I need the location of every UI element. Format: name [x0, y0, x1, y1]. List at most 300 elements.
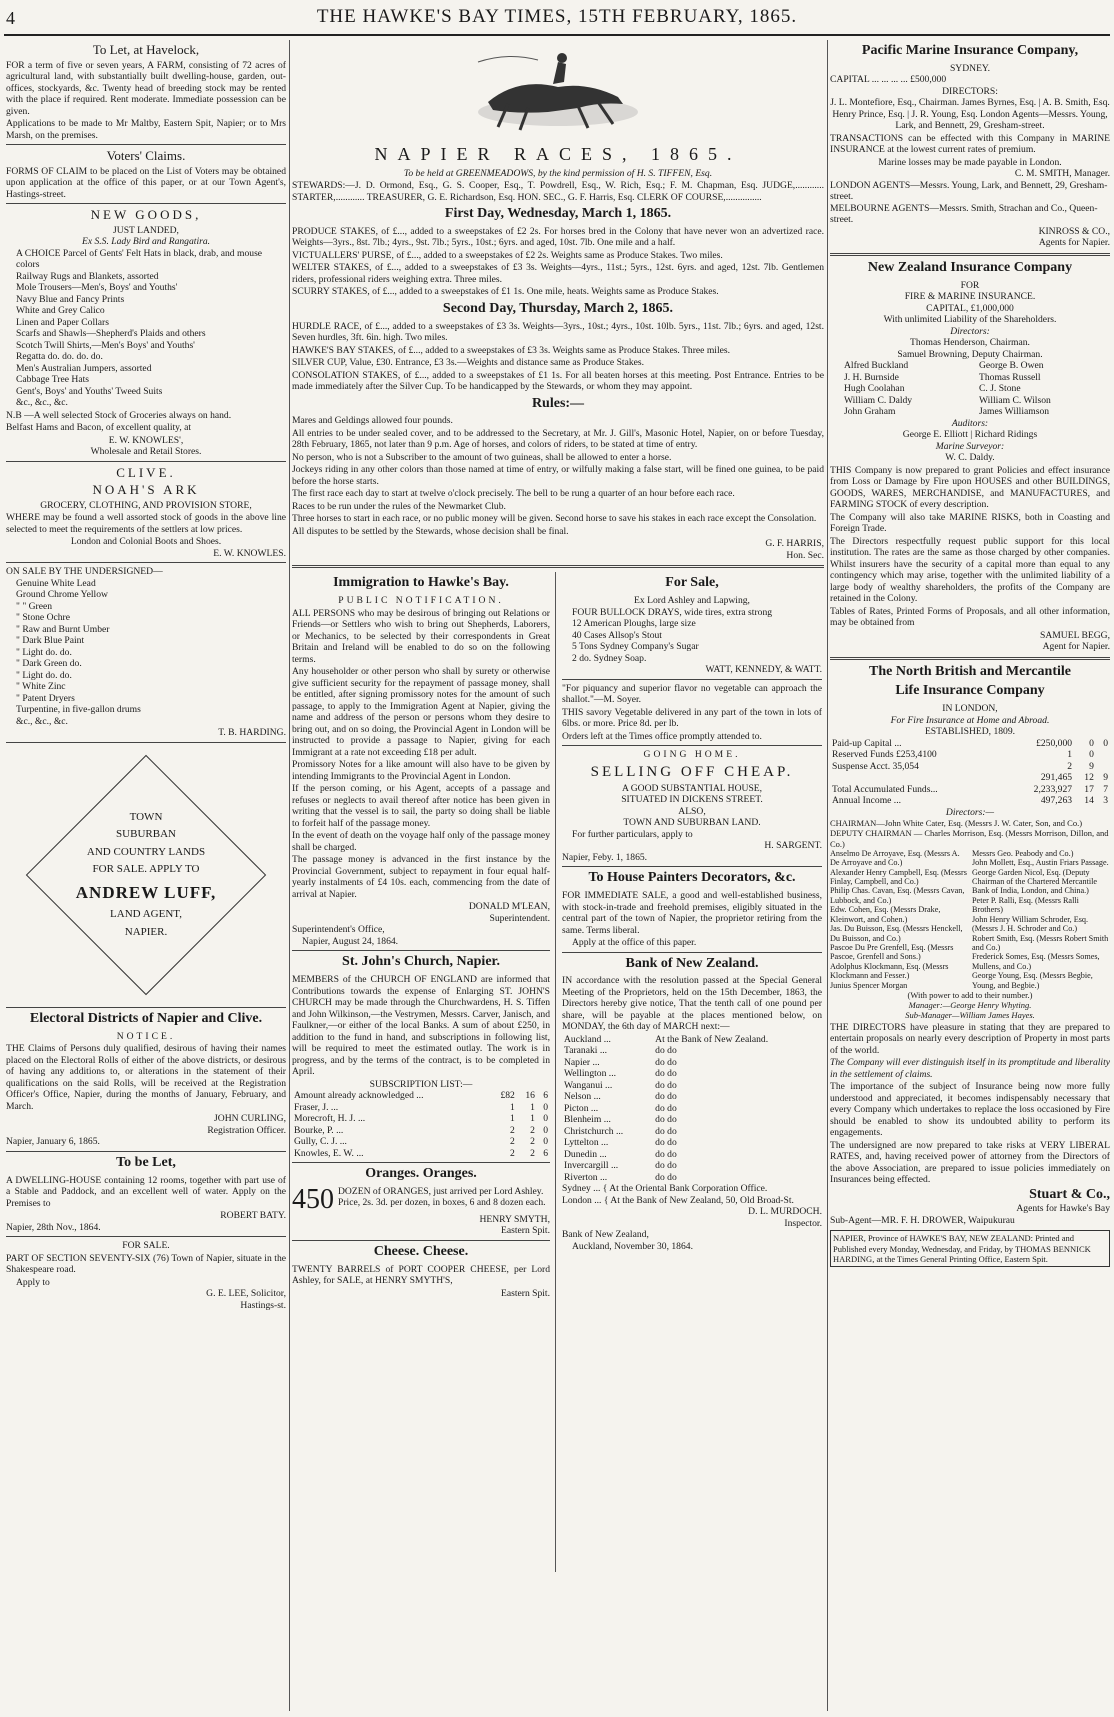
newgoods-item: Navy Blue and Fancy Prints: [16, 293, 125, 305]
nz-director: James Williamson: [979, 406, 1050, 418]
nb-director: Adolphus Klockmann, Esq. (Messrs Klockmann and Fesser.): [830, 961, 949, 981]
table-row: [562, 1172, 822, 1184]
divider: [6, 461, 286, 462]
table-cell: 2: [1067, 760, 1073, 772]
nb-in: IN LONDON,: [942, 703, 998, 715]
oranges-sign: HENRY SMYTH,: [479, 1213, 550, 1225]
nz-auditors-head: Auditors:: [951, 417, 989, 429]
painters-apply: Apply at the office of this paper.: [572, 937, 697, 949]
nz-director: Alfred Buckland: [844, 360, 909, 372]
table-cell: Reserved Funds £253,4100: [832, 749, 937, 761]
sale-item: " Stone Ochre: [16, 612, 71, 624]
day2-title: Second Day, Thursday, March 2, 1865.: [442, 300, 674, 316]
table-row: [292, 1136, 550, 1148]
nz-sign: SAMUEL BEGG,: [1040, 629, 1110, 641]
sale-item: Turpentine, in five-gallon drums: [16, 704, 141, 716]
nb-director: John Henry William Schroder, Esq. (Messrs J. H. Schroder and Co.): [972, 914, 1089, 934]
newgoods-ship: Ex S.S. Lady Bird and Rangatira.: [81, 236, 211, 248]
nz-body2: The Company will also take MARINE RISKS, both in Coasting and Foreign Trade.: [830, 511, 1110, 535]
nb-title: The North British and Mercantile: [869, 663, 1071, 679]
table-cell: 1: [510, 1101, 515, 1113]
nb-chairman: CHAIRMAN—John White Cater, Esq. (Messrs J. W. Cater, Son, and Co.): [830, 818, 1083, 829]
church-body: MEMBERS of the CHURCH OF ENGLAND are informed that Contributions towards the expense of Enlarging ST. JOHN'S CHURCH may be made through the Churchwardens, H. S. Tiffen and John Wilkinson,—the Vestrymen, Messrs. Carver, Janisch, and Faulkner,—or either of the local Banks. A sum of about £250, in addition to the fund in hand, and subscriptions in following list, will be required to meet the estimated outlay. The work is in progress, and by the terms of the contract, is to be completed in April.: [292, 974, 550, 1078]
table-cell: Dunedin ...: [564, 1148, 607, 1160]
table-cell: 2,233,927: [1033, 783, 1073, 795]
rule-item: Races to be run under the rules of the Newmarket Club.: [292, 500, 506, 512]
bank-sign: D. L. MURDOCH.: [748, 1206, 822, 1218]
day1-events: [292, 226, 824, 298]
nb-director: Pascoe Du Pre Grenfell, Esq. (Messrs Pascoe, Grenfell and Sons.): [830, 942, 954, 962]
table-cell: do do: [655, 1091, 677, 1103]
table-row: [562, 1057, 822, 1069]
pacific-directors: J. L. Montefiore, Esq., Chairman. James Byrnes, Esq. | A. B. Smith, Esq. Henry Prince, Esq. | J. R. Young, Esq. London Agents—Messrs. Young, Lark, and Bennett, 29, Gresham-street.: [830, 97, 1110, 132]
nb-subagent: Sub-Agent—MR. F. H. DROWER, Waipukurau: [830, 1214, 1015, 1226]
nb-directors-left: [830, 849, 968, 990]
noah-line: London and Colonial Boots and Shoes.: [70, 536, 222, 548]
immig-sign: DONALD M'LEAN,: [468, 901, 550, 913]
forsale2-title: For Sale,: [665, 575, 719, 591]
race-event: HURDLE RACE, of £..., added to a sweepstakes of £3 3s. Weights—3yrs., 10st.; 4yrs., 10st. 10lb. 5yrs., 11st. 7lb.; 6yrs. and aged, 12st. Seven hurdles, 3ft. 6in. high. Two miles.: [292, 320, 824, 344]
table-cell: do do: [655, 1160, 677, 1172]
nb-body3: The importance of the subject of Insurance being now more fully understood and appreciated, it becomes indispensably necessary that every Company which undertakes to replace the loss occasioned by Fire should be enabled to show its undoubted ability to perform its engagements.: [830, 1081, 1110, 1139]
table-cell: 0: [543, 1113, 548, 1125]
table-row: [562, 1068, 822, 1080]
rules-title: Rules:—: [531, 395, 585, 411]
table-cell: Morecroft, H. J. ...: [294, 1113, 366, 1125]
tolet2-title: To be Let,: [116, 1154, 176, 1170]
column-center: [292, 40, 824, 1711]
oranges-body: DOZEN of ORANGES, just arrived per Lord Ashley. Price, 2s. 3d. per dozen, in boxes, 6 and 8 dozen each.: [338, 1185, 546, 1209]
nb-director: Anselmo De Arroyave, Esq. (Messrs A. De Arroyave and Co.): [830, 848, 960, 868]
newgoods-hams: Belfast Hams and Bacon, of excellent quality, at: [6, 422, 192, 434]
newgoods-item: Cabbage Tree Hats: [16, 374, 90, 386]
immig-paragraph: The passage money is advanced in the first instance by the Provincial Government, subject to repayment in four equal half-yearly instalments of £4 10s. each, commencing from the date of arrival at Napier.: [292, 854, 550, 900]
race-event: VICTUALLERS' PURSE, of £..., added to a sweepstakes of £2 2s. Weights same as Produce Stakes. Two miles.: [292, 249, 723, 261]
nb-director: Junius Spencer Morgan: [830, 980, 908, 990]
diamond-line: LAND AGENT,: [110, 908, 182, 921]
divider: [830, 657, 1110, 660]
table-cell: Blenheim ...: [564, 1114, 611, 1126]
nb-manager: Manager:—George Henry Whyting.: [908, 1000, 1032, 1011]
immig-paragraph: ALL PERSONS who may be desirous of bringing out Relations or Friends—or Settlers who wish to bring out Shepherds, Laborers, or Mechanics, to be selected by their correspondents in Great Britain and Ireland will be enabled to do so on the following terms.: [292, 607, 550, 665]
electoral-body: THE Claims of Persons duly qualified, desirous of having their names placed on the Electoral Rolls of either of the above districts, or desirous of having any additions to, or alterations in the statement of their qualifications on the said Rolls, will be received at the Registration Officer's Office, Napier, during the months of January, February, and March.: [6, 1043, 286, 1112]
nb-body2: The Company will ever distinguish itself in its promptitude and liberality in the settlement of claims.: [830, 1057, 1110, 1080]
nb-sign-sub: Agents for Hawke's Bay: [1016, 1203, 1110, 1215]
divider: [6, 144, 286, 145]
table-row: [830, 795, 1110, 807]
bank-sign-bank: Bank of New Zealand,: [562, 1229, 649, 1241]
noah-body: WHERE may be found a well assorted stock of goods in the above line selected to meet the requirements of the settlers at low prices.: [6, 512, 286, 535]
table-cell: At the Bank of New Zealand.: [655, 1033, 769, 1045]
table-cell: 0: [1089, 737, 1094, 749]
nz-for: FOR: [960, 279, 980, 291]
table-cell: Picton ...: [564, 1102, 599, 1114]
havelock-title: To Let, at Havelock,: [92, 42, 200, 57]
race-event: WELTER STAKES, of £..., added to a sweepstakes of £3 3s. Weights—4yrs., 11st.; 5yrs., 12st. 6yrs. and aged, 12st. 7lb. Gentlemen riders, professional riders weighing extra. Three miles.: [292, 262, 824, 285]
nz-directors: [830, 360, 1110, 418]
sale-item: " Patent Dryers: [16, 692, 75, 704]
nb-director: Edw. Cohen, Esq. (Messrs Drake, Kleinwort, and Cohen.): [830, 905, 941, 924]
bank-body: IN accordance with the resolution passed at the Special General Meeting of the Proprietors, held on the 15th December, 1863, the Directors hereby give notice, That the tenth call of one pound per share, will be payable at the places mentioned below, on MONDAY, the 6th day of MARCH next:—: [562, 975, 822, 1033]
cheese-sign: Eastern Spit.: [500, 1287, 550, 1299]
forsale-sign: G. E. LEE, Solicitor,: [206, 1288, 286, 1300]
nb-body: THE DIRECTORS have pleasure in stating that they are prepared to entertain proposals on nearly every description of Property in most parts of the world.: [830, 1021, 1110, 1056]
rule-item: Mares and Geldings allowed four pounds.: [292, 415, 453, 427]
page-number: 4: [6, 8, 15, 28]
electoral-date: Napier, January 6, 1865.: [6, 1136, 100, 1148]
table-cell: Amount already acknowledged ...: [294, 1090, 424, 1102]
electoral-notice: NOTICE.: [116, 1030, 176, 1042]
sale-item: " Light do. do.: [16, 669, 72, 681]
sale-item: &c., &c., &c.: [16, 715, 68, 727]
diamond-line: NAPIER.: [124, 925, 168, 938]
table-row: [562, 1114, 822, 1126]
table-cell: do do: [655, 1045, 677, 1057]
diamond-line: ANDREW LUFF,: [75, 882, 217, 902]
nb-director: Peter P. Ralli, Esq. (Messrs Ralli Brothers): [972, 895, 1079, 915]
tolet2-body: A DWELLING-HOUSE containing 12 rooms, together with part use of a Stable and Paddock, and an excellent well of water. Apply on the Premises to: [6, 1174, 286, 1209]
pacific-manager: C. M. SMITH, Manager.: [1014, 168, 1110, 180]
rule-item: The first race each day to start at twelve o'clock precisely. The bell to be rung a quarter of an hour before each race.: [292, 488, 735, 500]
pacific-city: SYDNEY.: [949, 62, 991, 74]
nb-deputy: DEPUTY CHAIRMAN — Charles Morrison, Esq. (Messrs Morrison, Dillon, and Co.): [830, 828, 1109, 849]
table-cell: 2: [510, 1147, 515, 1159]
table-cell: Riverton ...: [564, 1171, 608, 1183]
bank-sign-sub: Inspector.: [784, 1217, 822, 1229]
table-cell: 0: [543, 1101, 548, 1113]
lower-right: [562, 572, 822, 1572]
table-cell: 6: [543, 1147, 548, 1159]
selling-also: ALSO,: [678, 805, 706, 817]
painters-body: FOR IMMEDIATE SALE, a good and well-established business, with stock-in-trade and freehold premises, eligibly situated in the central part of the town of Napier, the proprietor retiring from the same. Terms liberal.: [562, 890, 822, 936]
nb-director: Alexander Henry Campbell, Esq. (Messrs Finlay, Campbell, and Co.): [830, 867, 967, 887]
electoral-sign-sub: Registration Officer.: [207, 1124, 286, 1136]
nz-deputy: Samuel Browning, Deputy Chairman.: [897, 348, 1043, 360]
nz-body3: The Directors respectfully request public support for this local institution. The rates are the same as those charged by other companies. Whilst insurers have the security of a capital more than equal to any contingency which may arise, together with the unlimited liability of a large body of wealthy shareholders, the profits of the Company are retained in the Colony.: [830, 535, 1110, 605]
sauce-body: THIS savory Vegetable delivered in any part of the town in lots of 6lbs. or more. Price 8d. per lb.: [562, 706, 822, 730]
selling-body: A GOOD SUBSTANTIAL HOUSE,: [621, 782, 763, 794]
table-row: [562, 1091, 822, 1103]
diamond-line: AND COUNTRY LANDS: [86, 845, 206, 858]
divider: [562, 679, 822, 680]
oranges-sign-sub: Eastern Spit.: [500, 1225, 550, 1237]
rule-item: Three horses to start in each race, or no public money will be given. Second horse to save his stakes in each race except the Consolation.: [292, 513, 817, 525]
immig-paragraph: If the person coming, or his Agent, accepts of a passage and refuses or neglects to avail thereof after notice has been given in writing that the vessel is to sail, the party so doing shall be liable to forfeit half of the passage money.: [292, 783, 550, 829]
table-cell: 16: [525, 1090, 535, 1102]
forsale2-item: 12 American Ploughs, large size: [572, 618, 696, 630]
bank-sydney: Sydney ... { At the Oriental Bank Corporation Office.: [562, 1183, 768, 1195]
race-event: PRODUCE STAKES, of £..., added to a sweepstakes of £2 2s. For horses bred in the Colony that have never won an advertized race. Weights—3yrs., 8st. 7lb.; 4yrs., 9st. 7lb.; 5yrs., 10st.; 6yrs. and aged, 10st. 7lb. One mile and a half.: [292, 225, 824, 249]
sale-sign: T. B. HARDING.: [218, 727, 286, 739]
race-event: HAWKE'S BAY STAKES, of £..., added to a sweepstakes of £3 3s. Weights same as Produce Stakes. Three miles.: [292, 344, 731, 356]
forsale-sign-sub: Hastings-st.: [240, 1299, 286, 1311]
nz-title: New Zealand Insurance Company: [867, 259, 1073, 275]
races-sign-sub: Hon. Sec.: [786, 549, 824, 561]
newgoods-sub: JUST LANDED,: [113, 224, 179, 236]
lower-left: [292, 572, 550, 1572]
table-cell: Knowles, E. W. ...: [294, 1147, 364, 1159]
nb-director: John Mollett, Esq., Austin Friars Passage.: [972, 858, 1109, 868]
table-row: [292, 1113, 550, 1125]
newgoods-title: NEW GOODS,: [90, 207, 202, 223]
newgoods-sign: E. W. KNOWLES',: [108, 434, 184, 446]
table-cell: do do: [655, 1171, 677, 1183]
havelock-body: FOR a term of five or seven years, A FARM, consisting of 72 acres of agricultural land, with substantially built dwelling-house, garden, out-offices, stockyards, &c. Twenty head of breeding stock may be rented with the place if required. Rent moderate. Immediate possession can be given.: [6, 59, 286, 117]
pacific-losses: Marine losses may be made payable in London.: [878, 156, 1062, 168]
races-held: To be held at GREENMEADOWS, by the kind permission of H. S. TIFFEN, Esq.: [403, 167, 713, 179]
day2-events: [292, 321, 824, 393]
church-title: St. John's Church, Napier.: [342, 954, 500, 970]
nz-directors-left: [844, 360, 975, 418]
nz-directors-right: [979, 360, 1110, 418]
divider: [292, 1240, 550, 1241]
column-rule-right: [827, 40, 828, 1711]
newgoods-item: &c., &c., &c.: [16, 397, 68, 409]
nb-submanager: Sub-Manager—William James Hayes.: [905, 1010, 1035, 1021]
table-row: [292, 1125, 550, 1137]
rule-item: No person, who is not a Subscriber to the amount of two guineas, shall be allowed to enter a horse.: [292, 451, 672, 463]
table-cell: do do: [655, 1079, 677, 1091]
pacific-kinross-sub: Agents for Napier.: [1038, 237, 1110, 249]
table-row: [292, 1148, 550, 1160]
table-cell: 6: [543, 1090, 548, 1102]
table-cell: Bourke, P. ...: [294, 1124, 344, 1136]
table-row: [562, 1149, 822, 1161]
table-cell: do do: [655, 1102, 677, 1114]
selling-location: SITUATED IN DICKENS STREET.: [621, 794, 763, 806]
column-rule-left: [289, 40, 290, 1711]
nz-director: Thomas Russell: [979, 371, 1041, 383]
divider: [562, 866, 822, 867]
horse-race-illustration: [448, 42, 668, 142]
table-cell: £250,000: [1036, 737, 1073, 749]
nz-auditors: George E. Elliott | Richard Ridings: [902, 429, 1038, 441]
divider: [562, 745, 822, 746]
tolet2-date: Napier, 28th Nov., 1864.: [6, 1221, 101, 1233]
newgoods-item: Regatta do. do. do. do.: [16, 351, 103, 363]
sale-item: " Light do. do.: [16, 646, 72, 658]
table-row: [830, 784, 1110, 796]
pacific-title: Pacific Marine Insurance Company,: [861, 43, 1079, 58]
table-cell: 2: [510, 1136, 515, 1148]
divider: [6, 1007, 286, 1008]
sauce-orders: Orders left at the Times office promptly attended to.: [562, 730, 762, 742]
forsale-title: FOR SALE.: [122, 1240, 170, 1252]
table-cell: Suspense Acct. 35,054: [832, 760, 919, 772]
newgoods-list: [6, 248, 286, 409]
oranges-title: Oranges. Oranges.: [365, 1166, 477, 1182]
table-row: [562, 1137, 822, 1149]
divider: [6, 562, 286, 563]
rule-item: All entries to be under sealed cover, and to be addressed to the Secretary, at Mr. J. Gill's, Masonic Hotel, Napier, on or before Tuesday, 28th February, 1865, not later than 9 p.m. Age of horses, and colors of riders, to be stated at time of entry.: [292, 427, 824, 451]
cheese-body: TWENTY BARRELS of PORT COOPER CHEESE, per Lord Ashley, for SALE, at HENRY SMYTH'S,: [292, 1263, 550, 1287]
sale-item: Ground Chrome Yellow: [16, 589, 108, 601]
table-row: [562, 1126, 822, 1138]
noah-sign: E. W. KNOWLES.: [213, 547, 286, 559]
immig-title: Immigration to Hawke's Bay.: [333, 575, 509, 591]
rule-item: All disputes to be settled by the Stewards, whose decision shall be final.: [292, 525, 569, 537]
nz-director: C. J. Stone: [979, 383, 1021, 395]
sale-head: ON SALE BY THE UNDERSIGNED—: [6, 566, 163, 578]
forsale2-item: 2 do. Sydney Soap.: [572, 652, 647, 664]
column-right: [830, 40, 1110, 1711]
bank-title: Bank of New Zealand.: [625, 955, 759, 971]
race-event: CONSOLATION STAKES, of £..., added to a sweepstakes of £1 1s. For all beaten horses at this meeting. Post Entrance. Entries to be made immediately after the Silver Cup. To be handicapped by the Stewards, or whom they may appoint.: [292, 369, 824, 393]
diamond-text: [26, 755, 266, 995]
nz-director: William C. Wilson: [979, 394, 1051, 406]
nb-director: George Young, Esq. (Messrs Begbie, Young, and Begbie.): [972, 971, 1093, 990]
selling-title: SELLING OFF CHEAP.: [590, 763, 794, 780]
pacific-body: TRANSACTIONS can be effected with this Company in MARINE INSURANCE at the lowest current rates of premium.: [830, 132, 1110, 156]
table-cell: Christchurch ...: [564, 1125, 624, 1137]
forsale2-item: FOUR BULLOCK DRAYS, wide tires, extra strong: [572, 606, 773, 618]
inner-column-rule: [555, 572, 556, 1572]
havelock-apply: Applications to be made to Mr Maltby, Eastern Spit, Napier; or to Mrs Marsh, on the premises.: [6, 118, 286, 141]
newgoods-item: White and Grey Calico: [16, 305, 105, 317]
table-cell: 497,263: [1040, 795, 1073, 807]
clive-title: CLIVE.: [116, 464, 176, 480]
newgoods-item: Men's Australian Jumpers, assorted: [16, 362, 152, 374]
table-cell: 0: [1103, 737, 1108, 749]
diamond-line: SUBURBAN: [116, 828, 176, 841]
divider: [6, 1236, 286, 1237]
table-cell: Total Accumulated Funds...: [832, 783, 938, 795]
table-cell: Wellington ...: [564, 1068, 616, 1080]
divider: [292, 565, 824, 568]
nb-established: ESTABLISHED, 1809.: [924, 726, 1016, 738]
diamond-line: FOR SALE. APPLY TO: [92, 863, 200, 876]
nb-financials-table: [830, 738, 1110, 807]
table-cell: 1: [1067, 749, 1073, 761]
diamond-line: TOWN: [129, 810, 163, 823]
sale-item: " Dark Blue Paint: [16, 635, 85, 647]
forsale2-item: 40 Cases Allsop's Stout: [572, 629, 662, 641]
selling-date: Napier, Feby. 1, 1865.: [562, 851, 648, 863]
nz-surveyor-head: Marine Surveyor:: [935, 440, 1005, 452]
nz-director: William C. Daldy: [844, 394, 913, 406]
nz-surveyor: W. C. Daldy.: [945, 452, 995, 464]
pacific-melbourne: MELBOURNE AGENTS—Messrs. Smith, Strachan and Co., Queen-street.: [830, 202, 1098, 226]
table-row: [562, 1160, 822, 1172]
table-cell: 3: [1103, 795, 1108, 807]
table-cell: 9: [1089, 760, 1094, 772]
cheese-title: Cheese. Cheese.: [373, 1243, 469, 1259]
table-cell: 1: [530, 1101, 535, 1113]
table-cell: 0: [1089, 749, 1094, 761]
going-home: GOING HOME.: [643, 749, 741, 761]
table-cell: Fraser, J. ...: [294, 1101, 339, 1113]
nb-directors: [830, 849, 1110, 990]
church-subscription-table: [292, 1090, 550, 1159]
nb-director: Robert Smith, Esq. (Messrs Robert Smith and Co.): [972, 933, 1109, 952]
nb-body4: The undersigned are now prepared to take risks at VERY LIBERAL RATES, and, having received power of attorney from the Directors of the above Association, are prepared to issue policies immediately on Insurances being effected.: [830, 1139, 1110, 1186]
pacific-london: LONDON AGENTS—Messrs. Young, Lark, and Bennett, 29, Gresham-street.: [830, 179, 1108, 203]
rule-item: Jockeys riding in any other colors than those named at time of entry, or wilfully making a false start, will be fined one guinea, to be paid before the horse starts.: [292, 464, 824, 487]
table-cell: 1: [530, 1113, 535, 1125]
table-row: [292, 1090, 550, 1102]
table-cell: Lyttelton ...: [564, 1137, 609, 1149]
nz-body4: Tables of Rates, Printed Forms of Proposals, and all other information, may be obtained from: [830, 605, 1110, 629]
nb-directors-right: [972, 849, 1110, 990]
table-cell: 2: [530, 1124, 535, 1136]
stewards: STEWARDS:—J. D. Ormond, Esq., G. S. Cooper, Esq., T. Powdrell, Esq., W. Rich, Esq.; F. M. Chapman, Esq. JUDGE,............ STARTER,............ TREASURER, G. E. Richardson, Esq. HON. SEC., G. F. Harris, Esq. CLERK OF COURSE,...............: [292, 180, 824, 203]
table-row: [830, 738, 1110, 750]
nz-capital: CAPITAL, £1,000,000: [926, 302, 1014, 314]
nz-director: Hugh Coolahan: [844, 383, 905, 395]
table-cell: 1: [510, 1113, 515, 1125]
nz-body: THIS Company is now prepared to grant Policies and effect insurance from Loss or Damage by Fire upon HOUSES and other BUILDINGS, GOODS, WARES, MERCHANDISE, and MANUFACTURES, and FARMING STOCK of every description.: [830, 464, 1110, 511]
table-cell: 9: [1103, 772, 1108, 784]
nb-directors-head: Directors:—: [945, 806, 995, 818]
nz-sign-sub: Agent for Napier.: [1042, 641, 1110, 653]
table-cell: do do: [655, 1056, 677, 1068]
lower-split: [292, 572, 824, 1572]
bank-date: Auckland, November 30, 1864.: [572, 1240, 693, 1252]
voters-title: Voters' Claims.: [106, 148, 186, 164]
nz-chairman: Thomas Henderson, Chairman.: [910, 337, 1030, 349]
table-cell: do do: [655, 1068, 677, 1080]
forsale2-sub: Ex Lord Ashley and Lapwing,: [634, 595, 750, 607]
bank-london: London ... { At the Bank of New Zealand, 50, Old Broad-St.: [562, 1194, 794, 1206]
electoral-title: Electoral Districts of Napier and Clive.: [29, 1010, 263, 1026]
table-cell: do do: [655, 1148, 677, 1160]
newgoods-item: A CHOICE Parcel of Gents' Felt Hats in black, drab, and mouse colors: [16, 247, 263, 271]
table-cell: do do: [655, 1137, 677, 1149]
column-left: [6, 40, 286, 1711]
immig-paragraph: Any householder or other person who shall by surety or otherwise give sufficient security for the repayment of passage money, shall be entitled, after signing promissory notes for the amount of such passage, to apply to the Immigration Agent at Napier, giving the name and address of the person or persons whom they desire to bring out, and on so doing, the Provincial Agent in London will be instructed to provide a passage to Napier, giving for each Immigrant at a rate not exceeding £18 per adult.: [292, 666, 550, 758]
nz-director: J. H. Burnside: [844, 371, 899, 383]
selling-apply: For further particulars, apply to: [572, 828, 693, 840]
race-event: SILVER CUP, Value, £30. Entrance, £3 3s.—Weights and distance same as Produce Stakes.: [292, 357, 645, 369]
divider: [830, 253, 1110, 256]
table-cell: do do: [655, 1114, 677, 1126]
day1-title: First Day, Wednesday, March 1, 1865.: [444, 206, 672, 222]
noah-title: NOAH'S ARK: [92, 482, 200, 498]
painters-title: To House Painters Decorators, &c.: [588, 870, 796, 886]
voters-body: FORMS OF CLAIM to be placed on the List of Voters may be obtained upon application at the office of this paper, or at our Town Agent's, Hastings-street.: [6, 165, 286, 200]
table-cell: Annual Income ...: [832, 795, 902, 807]
nb-sign: Stuart & Co.,: [1029, 1186, 1110, 1202]
immig-body: [292, 608, 550, 901]
nb-director: Jas. Du Buisson, Esq. (Messrs Henckell, Du Buisson, and Co.): [830, 924, 963, 943]
table-cell: [1096, 761, 1110, 773]
nz-director: George B. Owen: [979, 360, 1044, 372]
forsale-apply: Apply to: [16, 1276, 50, 1288]
immig-paragraph: Promissory Notes for a like amount will also have to be given by intending Immigrants to the Provincial Agent in London.: [292, 759, 550, 782]
sale-item: " White Zinc: [16, 681, 66, 693]
race-event: SCURRY STAKES, of £..., added to a sweepstakes of £1 1s. One mile, heats. Weights same as Produce Stakes.: [292, 286, 719, 298]
table-row: [562, 1034, 822, 1046]
electoral-sign: JOHN CURLING,: [214, 1113, 286, 1125]
newgoods-item: Scotch Twill Shirts,—Men's Boys' and Youths': [16, 339, 195, 351]
pacific-directors-head: DIRECTORS:: [942, 85, 998, 97]
newgoods-sign-sub: Wholesale and Retail Stores.: [90, 446, 202, 458]
forsale2-item: 5 Tons Sydney Company's Sugar: [572, 641, 699, 653]
table-row: [562, 1080, 822, 1092]
pacific-kinross: KINROSS & CO.,: [1038, 225, 1110, 237]
table-row: [830, 749, 1110, 761]
newgoods-item: Gent's, Boys' and Youths' Tweed Suits: [16, 385, 163, 397]
table-cell: [1096, 749, 1110, 761]
rules-list: [292, 415, 824, 537]
table-cell: 12: [1084, 772, 1094, 784]
sale-item: " " Green: [16, 600, 53, 612]
races-sign: G. F. HARRIS,: [765, 538, 824, 550]
table-cell: Gully, C. J. ...: [294, 1136, 347, 1148]
divider: [6, 1151, 286, 1152]
nz-directors-head: Directors:: [950, 325, 990, 337]
nb-for: For Fire Insurance at Home and Abroad.: [890, 714, 1050, 726]
